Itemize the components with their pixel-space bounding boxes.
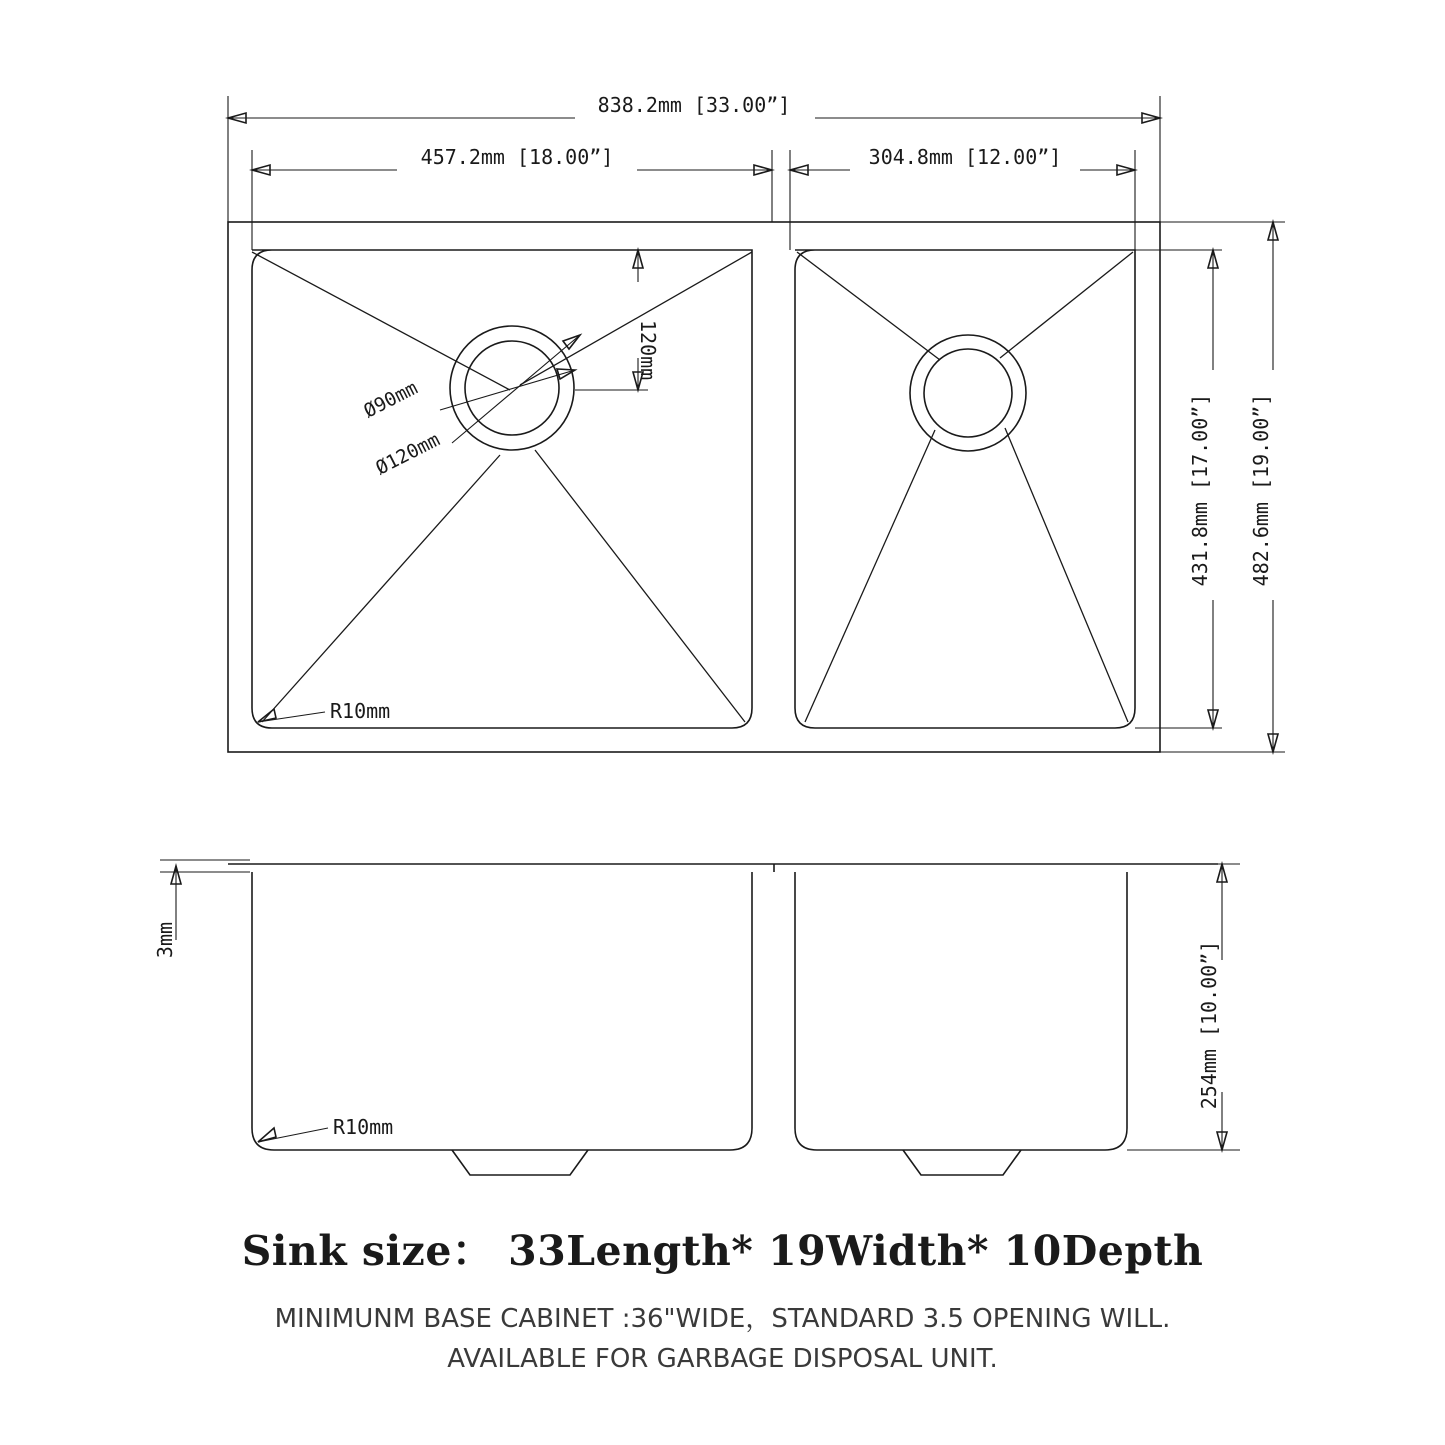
bowl-depth-dimension xyxy=(1127,864,1240,1150)
label-drain-inner-dia: Ø90mm xyxy=(360,376,422,423)
right-drain-inner-circle xyxy=(924,349,1012,437)
left-drain-outer-circle xyxy=(450,326,574,450)
cabinet-note-line-2: AVAILABLE FOR GARBAGE DISPOSAL UNIT. xyxy=(447,1344,998,1375)
front-left-drain-bump xyxy=(452,1150,588,1175)
arrow-r10-front xyxy=(258,1128,276,1142)
deck-thickness-dimension xyxy=(153,860,250,958)
label-drain-offset: 120mm xyxy=(636,320,660,381)
left-bowl-slope-br xyxy=(535,450,745,722)
front-right-bowl-outline xyxy=(795,872,1127,1150)
right-bowl-slope-bl xyxy=(805,430,935,722)
left-bowl-outline xyxy=(252,250,752,728)
right-bowl-slope-tr xyxy=(1000,252,1133,358)
label-corner-radius-top: R10mm xyxy=(330,699,391,723)
label-overall-depth: 482.6mm [19.00”] xyxy=(1249,393,1273,587)
label-bowl-depth: 254mm [10.00”] xyxy=(1197,940,1221,1110)
left-bowl-slope-tl xyxy=(252,252,510,390)
front-right-drain-bump xyxy=(903,1150,1021,1175)
sink-size-title: Sink size： 33Length* 19Width* 10Depth xyxy=(241,1227,1204,1275)
caption-block xyxy=(0,1218,1445,1380)
front-left-bowl-outline xyxy=(252,872,752,1150)
label-overall-width: 838.2mm [33.00”] xyxy=(597,93,791,117)
label-corner-radius-front: R10mm xyxy=(333,1115,394,1139)
left-bowl-slope-bl xyxy=(262,455,500,722)
leader-d90 xyxy=(440,370,575,410)
right-bowl-slope-br xyxy=(1005,428,1128,722)
label-deck-thickness: 3mm xyxy=(153,921,177,959)
radius-leader-front-view xyxy=(258,1115,393,1142)
right-bowl-slope-tl xyxy=(797,252,940,360)
label-drain-outer-dia: Ø120mm xyxy=(372,428,444,480)
right-bowl xyxy=(795,250,1135,728)
front-view-group xyxy=(153,860,1240,1175)
right-drain-outer-circle xyxy=(910,335,1026,451)
cabinet-note-line-1: MINIMUNM BASE CABINET :36"WIDE，STANDARD 3.5 OPENING WILL. xyxy=(274,1304,1171,1334)
label-left-bowl-width: 457.2mm [18.00”] xyxy=(420,145,614,169)
label-right-bowl-width: 304.8mm [12.00”] xyxy=(868,145,1062,169)
left-bowl xyxy=(252,250,752,728)
sink-deck-outline xyxy=(228,222,1160,752)
top-view-group xyxy=(228,93,1285,752)
label-inner-depth: 431.8mm [17.00”] xyxy=(1188,393,1212,587)
left-drain-inner-circle xyxy=(465,341,559,435)
right-bowl-outline xyxy=(795,250,1135,728)
left-bowl-slope-tr xyxy=(520,252,752,385)
